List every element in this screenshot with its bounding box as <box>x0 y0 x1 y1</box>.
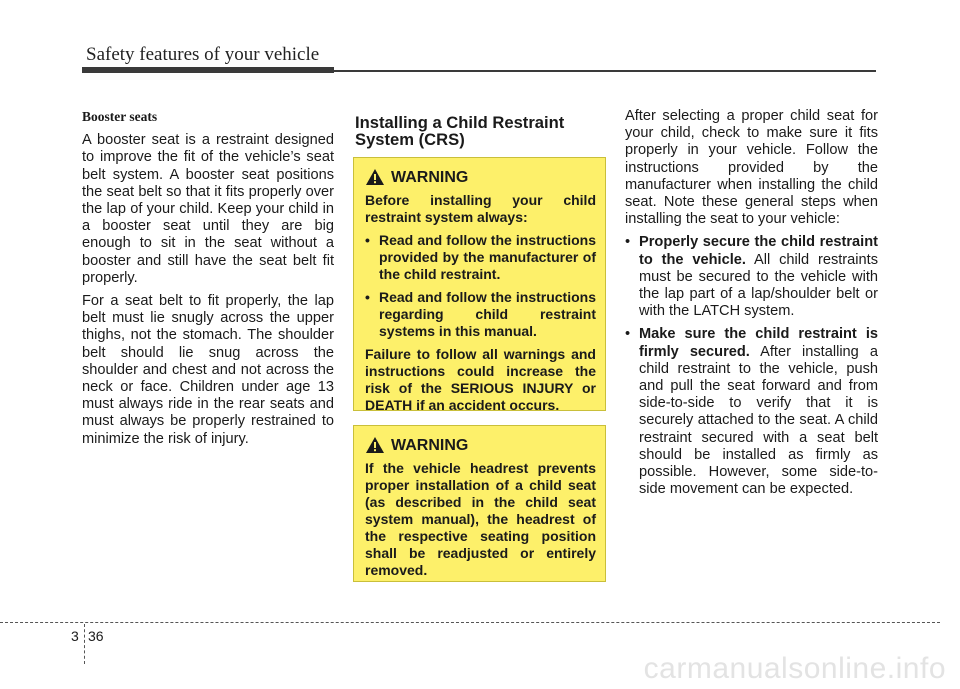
warning-bullet: • Read and follow the instructions regarding child restraint systems in this manual. <box>365 289 596 339</box>
header-title: Safety features of your vehicle <box>86 44 320 65</box>
column-booster-seats <box>82 108 334 454</box>
page-chapter: 3 <box>71 628 79 644</box>
header-rule-thick <box>82 67 334 73</box>
booster-paragraph-2: For a seat belt to fit properly, the lap belt must lie snugly across the upper thighs, not the stomach. The shoulder belt should lie snug across the shoulder and chest and not across the neck or face. Children under age 13 must always ride in the rear seats and must always be properly restrained to minimize the risk of injury. <box>82 293 334 447</box>
warning-2-text: If the vehicle headrest prevents proper installation of a child seat (as described in the child seat system manual), the headrest of the respective seating position shall be readjusted or entirely removed. <box>365 460 596 578</box>
page-number: 36 <box>88 628 104 644</box>
warning-heading-text: WARNING <box>391 436 469 454</box>
footer-divider <box>84 624 85 664</box>
footer-rule <box>0 622 940 623</box>
crs-step: • Make sure the child restraint is firmly secured. After installing a child restraint to the vehicle, push and pull the seat forward and from side-to-side to verify that it is securely attached to the seat. A child restraint secured with a seat belt should be installed as firmly as possible. However, some side-to-side movement can be expected. <box>625 326 878 498</box>
crs-step: • Properly secure the child restraint to the vehicle. All child restraints must be secured to the vehicle with the lap part of a lap/shoulder belt or with the LATCH system. <box>625 234 878 320</box>
warning-triangle-icon <box>365 168 385 186</box>
warning-intro: Before installing your child restraint system always: <box>365 192 596 225</box>
booster-seats-heading: Booster seats <box>82 109 158 124</box>
watermark: carmanualsonline.info <box>643 652 946 685</box>
warning-triangle-icon <box>365 436 385 454</box>
warning-bullet: • Read and follow the instructions provided by the manufacturer of the child restraint. <box>365 232 596 282</box>
warning-bullet-text: Read and follow the instructions provided by the manufacturer of the child restraint. <box>379 232 596 282</box>
header-rule-thin <box>334 70 876 72</box>
warning-box-1 <box>353 157 606 411</box>
warning-heading-text: WARNING <box>391 168 469 186</box>
warning-heading <box>365 168 596 186</box>
warning-bullet-text: Read and follow the instructions regarding child restraint systems in this manual. <box>379 289 596 339</box>
crs-step-text: After installing a child restraint to the vehicle, push and pull the seat forward and from side-to-side to verify that it is securely attached to the seat. A child restraint secured with a seat belt should be installed as firmly as possible. However, some side-to-side movement can be expected. <box>639 343 878 498</box>
crs-step-text: All child restraints must be secured to the vehicle with the lap part of a lap/shoulder belt or with the LATCH system. <box>639 251 878 320</box>
booster-paragraph-1: A booster seat is a restraint designed to improve the fit of the vehicle’s seat belt system. A booster seat positions the seat belt so that it fits properly over the lap of your child. Keep your child in a booster seat until they are big enough to sit in the seat without a booster and still have the seat belt fit properly. <box>82 132 334 286</box>
column-crs-steps <box>625 108 878 504</box>
warning-outro: Failure to follow all warnings and instructions could increase the risk of the SERIOUS INJURY or DEATH if an accident occurs. <box>365 346 596 413</box>
warning-box-2 <box>353 425 606 582</box>
crs-intro: After selecting a proper child seat for your child, check to make sure it fits properly in your vehicle. Follow the instructions provided by the manufacturer when installing the child seat. Note these general steps when installing the seat to your vehicle: <box>625 108 878 228</box>
warning-heading <box>365 436 596 454</box>
crs-step-lead: Make sure the child restraint is firmly secured. <box>639 326 878 360</box>
section-title: Installing a Child Restraint System (CRS) <box>355 113 565 149</box>
crs-step-lead: Properly secure the child restraint to the vehicle. <box>639 234 878 268</box>
column-installing-crs <box>355 110 605 148</box>
